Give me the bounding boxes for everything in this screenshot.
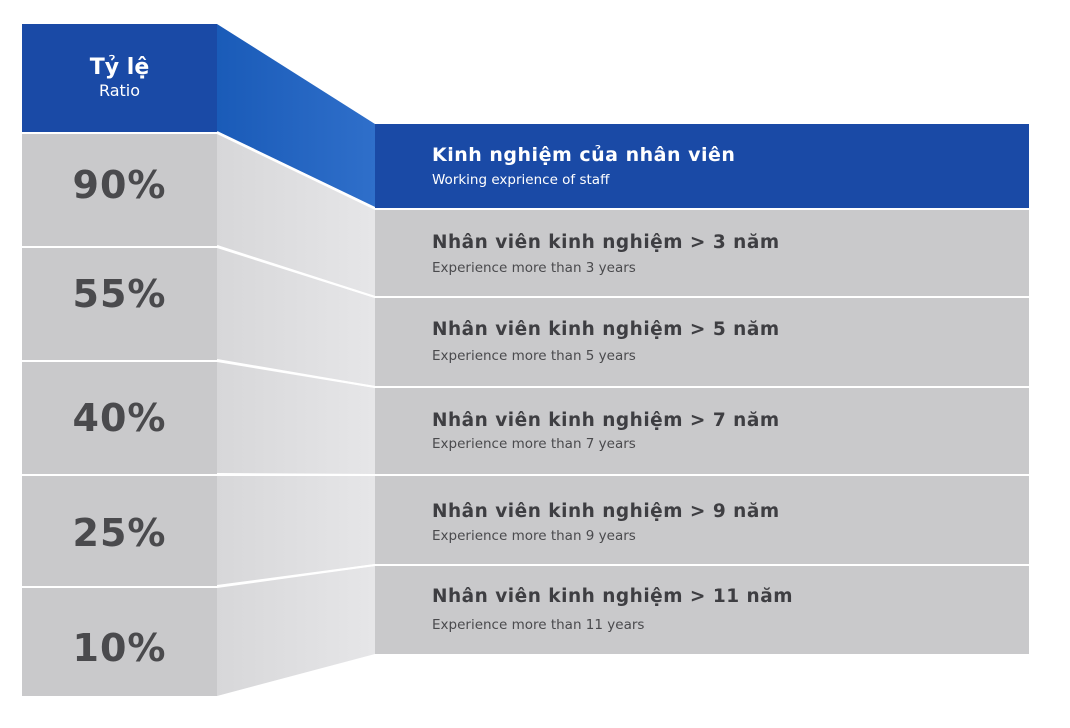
ratio-value: 55%	[72, 272, 167, 316]
ratio-header-vi: Tỷ lệ	[89, 55, 150, 80]
experience-label-en: Experience more than 5 years	[432, 348, 636, 364]
ratio-cell-2	[22, 248, 217, 360]
experience-label-vi: Nhân viên kinh nghiệm > 3 năm	[432, 232, 780, 253]
ratio-cell-4	[22, 476, 217, 586]
experience-label-en: Experience more than 9 years	[432, 528, 636, 544]
experience-label-en: Experience more than 11 years	[432, 617, 645, 633]
experience-row-5	[375, 566, 1029, 654]
ratio-value: 10%	[72, 626, 167, 670]
ratio-value: 25%	[72, 511, 167, 555]
ratio-value: 90%	[72, 163, 167, 207]
ratio-value: 40%	[72, 396, 167, 440]
experience-header-en: Working exprience of staff	[432, 172, 610, 188]
experience-label-vi: Nhân viên kinh nghiệm > 11 năm	[432, 586, 793, 607]
experience-row-3	[375, 388, 1029, 474]
experience-row-1	[375, 210, 1029, 296]
connector-row-5	[217, 566, 375, 696]
ratio-cell-1	[22, 134, 217, 246]
ratio-header-en: Ratio	[98, 81, 141, 100]
experience-row-2	[375, 298, 1029, 386]
experience-label-vi: Nhân viên kinh nghiệm > 7 năm	[432, 410, 780, 431]
ratio-cell-5	[22, 588, 217, 696]
ratio-header	[22, 24, 217, 132]
ratio-cell-3	[22, 362, 217, 474]
experience-label-vi: Nhân viên kinh nghiệm > 9 năm	[432, 501, 780, 522]
experience-header	[375, 124, 1029, 208]
experience-label-vi: Nhân viên kinh nghiệm > 5 năm	[432, 319, 780, 340]
experience-label-en: Experience more than 3 years	[432, 260, 636, 276]
experience-label-en: Experience more than 7 years	[432, 436, 636, 452]
experience-row-4	[375, 476, 1029, 564]
experience-header-vi: Kinh nghiệm của nhân viên	[432, 144, 736, 166]
